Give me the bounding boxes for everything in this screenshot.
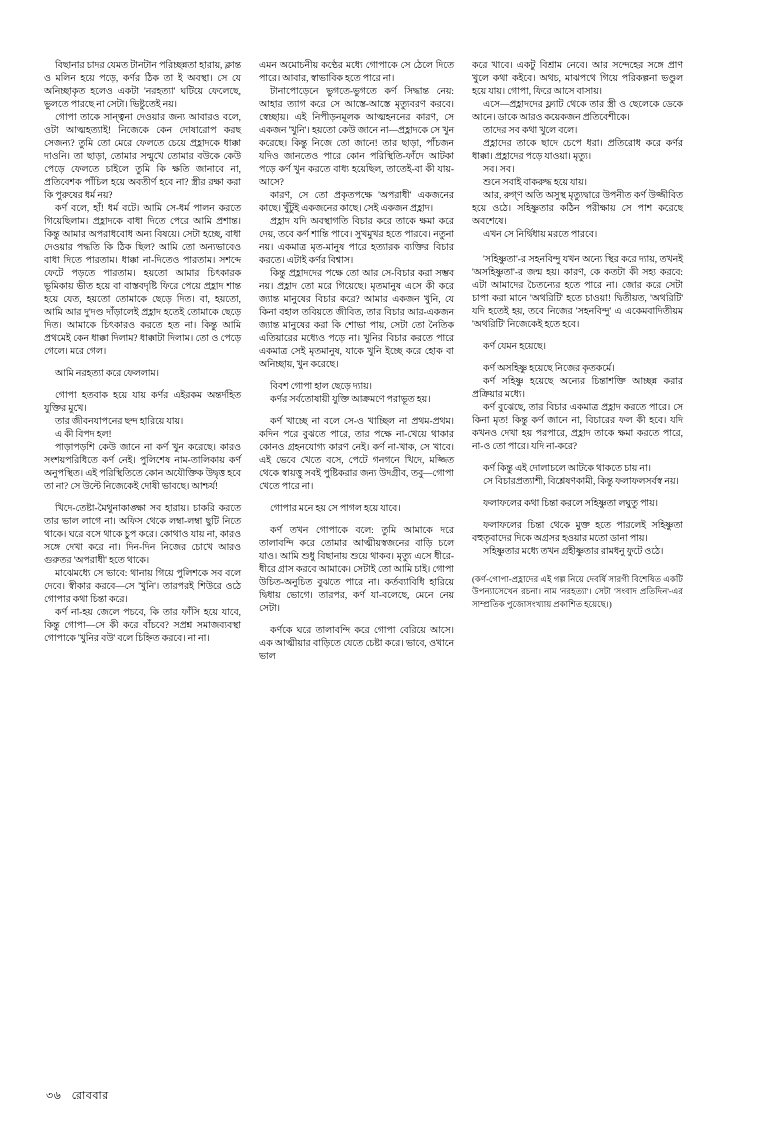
paragraph: গোপা তাকে সান্ত্বনা দেওয়ার জন্য আবারও বলে, ওটা আত্মহত্যাই! নিজেকে কেন দোষারোপ করছ সেজন্য? তুমি তো মেরে ফেলতে চেয়ে প্রহ্লাদকে ধাক্কা দাওনি। তা ছাড়া, তোমার সন্মুখে তোমার বউকে কেউ পেড়ে ফেলতে চাইলে তুমি কি ক্ষতি জানাবে না, প্রতিবেশক পাঁচিল হয়ে অবতীর্ণ হবে না? স্ত্রীর রক্ষা করা কি পুরুষের ধর্ম নয়?	[44, 113, 241, 201]
paragraph: করে খাবে। একটু বিশ্রাম নেবে। আর সন্দেহের সঙ্গে প্রাণ খুলে কথা কইবে। অথচ, মাঝপথে গিয়ে পরিকল্পনা ভণ্ডুল হয়ে যায়। গোপা, ফিরে আসে বাসায়।	[472, 61, 683, 97]
paragraph: কর্ণ তখন গোপাকে বলে: তুমি আমাকে দরে তালাবন্দি করে তোমার আত্মীয়স্বজনের বাড়ি চলে যাও। আমি শুধু বিছানায় শুয়ে থাকব। মৃত্যু এসে ধীরে-ধীরে গ্রাস করবে আমাকে। সেটাই তো আমি চাই। গোপা উচিত-অনুচিত বুঝতে পারে না। কর্তব্যাবিধি হারিয়ে দ্বিধায় ভোগে। তারপর, কর্ণ যা-বলেছে, মেনে নেয় সেটা।	[259, 526, 454, 614]
paragraph: বিছানার চাদর যেমত টানটান পরিচ্ছন্নতা হারায়, ক্লান্ত ও মলিন হয়ে পড়ে, কর্ণর ঠিক তা ই অবস্থা। সে যে অনিচ্ছাকৃত হলেও একটা 'নরহত্যা' ঘটিয়ে ফেলেছে, ভুলতে পারছে না সেটা। ভিষ্টুতেই নয়।	[44, 61, 241, 110]
paragraph: এমন অমোচনীয় কণ্ঠের মধ্যে গোপাকে সে ঠেলে দিতে পারে। আবার, স্বাভাবিক হতে পারে না।	[259, 61, 454, 84]
paragraph: এ কী বিপদ হল!	[55, 430, 112, 440]
paragraph: তার জীবনযাপনের ছন্দ হারিয়ে যায়।	[55, 417, 184, 427]
paragraph: গোপা হতবাক হয়ে যায় কর্ণর এইরকম অন্তর্দহিত যুক্তির মুখে।	[44, 391, 241, 414]
paragraph: পাড়াপড়শি কেউ জানে না কর্ণ খুন করেছে। কারও সংশয়পরিধিতে কর্ণ নেই। পুলিশেষ নাম-তালিকায় কর্ণ অনুপস্থিত। এই পরিস্থিতিতে কোন অযৌক্তিক উদ্বৃত্ত হবে তা না? সে উল্টে নিজেকেই দোষী ভাবছে। আশ্চর্য!	[44, 443, 241, 492]
article-columns	[44, 60, 730, 1060]
paragraph: বিবশ গোপা হাল ছেড়ে দ্যায়।	[270, 382, 372, 392]
paragraph: ফলাফলের কথা চিন্তা করলে সহিষ্ণুতা লঘুতু পায়।	[483, 499, 658, 509]
paragraph: সব। সব।	[483, 165, 515, 175]
paragraph: সে বিচারপ্রত্যাশী, বিশ্লেষণকামী, কিন্তু ফলাফলসর্বস্ব নয়।	[483, 477, 679, 487]
paragraph: আমি নরহত্যা করে ফেললাম।	[55, 369, 159, 379]
paragraph: ফলাফলের চিন্তা থেকে মুক্ত হতে পারলেই সহিষ্ণুতা বহুতৃবাদের দিকে অগ্রসর হওয়ার মতো ডানা পায়।	[472, 521, 683, 544]
paragraph: প্রহ্লাদের তাকে ছাদে চেপে ধরা। প্রতিরোধ করে কর্ণর ধাক্কা। প্রহ্লাদের পড়ে যাওয়া। মৃত্যু।	[472, 139, 683, 162]
paragraph: কারণ, সে তো প্রকৃতপক্ষে 'অপরাধী' একজনের কাছে। খুঁটুই একজনের কাছে। সেই একজন প্রহ্লাদ।	[259, 191, 454, 214]
paragraph: কর্ণকে ঘরে তালাবন্দি করে গোপা বেরিয়ে আসে। এক আত্মীয়ার বাড়িতে যেতে চেষ্টা করে। ভাবে, ওখানে ভাল	[259, 626, 454, 662]
paragraph: গোপার মনে হয় সে পাগল হয়ে যাবে।	[270, 504, 401, 514]
paragraph: কর্ণ বুঝেছে, তার বিচার একমাত্র প্রহ্লাদ করতে পারে। সে কিনা মৃত! কিন্তু কর্ণ জানে না, বিচারের ফল কী হবে। যদি কখনও দেখা হয় পরপারে, প্রহ্লাদ তাকে ক্ষমা করতে পারে, না-ও তো পারে। যদি না-করে?	[472, 403, 683, 452]
paragraph: শুনে সবাই বাকরুদ্ধ হয়ে যায়।	[483, 178, 587, 188]
paragraph: এসে—প্রহ্লাদদের ফ্ল্যাট থেকে তার স্ত্রী ও ছেলেকে ডেকে আনে। ডাকে আরও কয়েকজন প্রতিবেশীকে।	[472, 100, 683, 123]
paragraph: কর্ণ যেমন হয়েছে।	[483, 342, 547, 352]
text-column-1	[44, 60, 257, 1060]
paragraph: 'সহিষ্ণুতা'-র সহনবিন্দু যখন অন্যে স্থির করে দ্যায়, তখনই 'অসহিষ্ণুতা'-র জন্ম হয়। কারণ, কে কতটা কী সহ্য করবে: এটা আমাদের চৈতন্যের হতে পারে না। জোর করে সেটা চাপা করা মানে 'অথরিটি' হতে চাওয়া! দ্বিতীয়ত, 'অথরিটি' যদি হতেই হয়, তবে নিজের 'সহনবিন্দু' এ একেমবাদিতীয়ম 'অথরিটি' নিজেকেই হতে হবে।	[472, 255, 683, 330]
page-footer	[46, 1087, 109, 1106]
paragraph: মাঝেমধ্যে সে ভাবে: থানায় গিয়ে পুলিশকে সব বলে দেবে। স্বীকার করবে—সে 'খুনি'। তারপরই শিউরে ওঠে গোপার কথা চিন্তা করে।	[44, 569, 241, 605]
text-column-3	[470, 60, 683, 1060]
paragraph: কর্ণ অসহিষ্ণু হয়েছে নিজের কৃতকর্মে।	[483, 364, 615, 374]
paragraph: আর, রুগ্ণ অতি অসুস্থ মৃত্যুদ্বারে উপনীত কর্ণ উজ্জীবিত হয়ে ওঠে। সহিষ্ণুতার কঠিন পরীক্ষায় সে পাশ করেছে অবশেষে।	[472, 191, 683, 227]
paragraph: এখন সে নির্দ্বিধায় মরতে পারবে।	[483, 230, 598, 240]
paragraph: কর্ণ সহিষ্ণু হয়েছে অন্যের চিন্তাশক্তি আচ্ছন্ন করার প্রক্রিয়ার মধ্যে।	[472, 377, 683, 400]
paragraph: তাদের সব কথা খুলে বলে।	[483, 126, 578, 136]
page-number: ৩৬	[46, 1090, 62, 1102]
paragraph: কর্ণ বলে, হাঁ! ধর্ম বটে। আমি সে-ধর্ম পালন করতে গিয়েছিলাম। প্রহ্লাদকে বাধা দিতে পেরে আমি প্রশান্ত। কিন্তু আমার অপরাধবোধ অন্য বিষয়ে। সেটা হচ্ছে, বাধা দেওয়ার পদ্ধতি কি ঠিক ছিল? আমি তো অন্যভাবেও বাধা দিতে পারতাম। ধাক্কা না-দিতেও পারতাম। সশব্দে ফেটে পড়তে পারতাম। হয়তো আমার চিৎকারক ভূমিকায় ভীত হয়ে বা বাস্তবদৃষ্টি ফিরে পেয়ে প্রহ্লাদ শান্ত হয়ে যেত, হয়তো তোমাকে ছেড়ে দিত। বা, হয়তো, আমি আর দু'দণ্ড দাঁড়ালেই প্রহ্লাদ হতেই তোমাকে ছেড়ে দিত। আমাকে চিৎকারও করতে হত না। কিন্তু আমি প্রথমেই কেন ধাক্কা দিলাম? ধাক্কাটা দিলাম। তো ও পেড়ে গেলে। মরে গেল।	[44, 204, 241, 357]
text-column-2	[257, 60, 470, 1060]
paragraph: কর্ণ না-হয় জেলে পচবে, কি তার ফাঁসি হয়ে যাবে, কিন্তু গোপা—সে কী করে বাঁচবে? সপ্রশ্ন সমাজব্যবস্থা গোপাকে 'খুনির বউ' বলে চিহ্নিত করবে। না না।	[44, 608, 241, 644]
paragraph: কর্ণ কিন্তু এই দোলাচলে আটকে থাকতে চায় না।	[483, 464, 651, 474]
paragraph: সহিষ্ণুতার মধ্যে তখন গ্রহীষ্ণুতার রামধনু ফুটে ওঠে।	[483, 547, 664, 557]
paragraph: কর্ণ খাচ্ছে না বলে সে-ও খাচ্ছিল না প্রথম-প্রথম। কদিন পরে বুঝতে পারে, তার পক্ষে না-খেয়ে থাকার কোনও গ্রহনযোগ্য কারণ নেই। কর্ণ না-খাক, সে খাবে। এই ভেবে খেতে বসে, পেটে গনগনে খিদে, মজ্জিত থেকে স্বায়ত্তু সবই পুষ্টিকরার জন্য উদগ্রীব, তবু—গোপা খেতে পারে না।	[259, 417, 454, 492]
paragraph: টানাপোড়েনে ভুগতে-ভুগতে কর্ণ সিদ্ধান্ত নেয়: আহার ত্যাগ করে সে আস্তে-আস্তে মৃত্যুবরণ করবে। স্বেচ্ছায়। এই নিপীড়নমূলক আত্মহননের কারণ, সে একজন 'খুনি'। হয়তো কেউ জানে না—প্রহ্লাদকে সে খুন করেছে। কিন্তু নিজে তো জানে! তার ছাড়া, পাঁচজন যদিও জানতেও পারে কোন পরিস্থিতি-ফাঁদে আটকা পড়ে কর্ণ খুন করতে বাধ্য হয়েছিল, তাতেই-বা কী যায়-আসে?	[259, 87, 454, 188]
publication-name: রোববার	[71, 1090, 109, 1102]
paragraph: কিন্তু প্রহ্লাদদের পক্ষে তো আর সে-বিচার করা সম্ভব নয়। প্রহ্লাদ তো মরে গিয়েছে। মৃতমানুষ এসে কী করে জ্যান্ত মানুষের বিচার করে? আমার একজন খুনি, যে কিনা বহাল তবিয়তে জীবিত, তার বিচার আর-একজন জ্যান্ত মানুষের করা কি শোভা পায়, সেটা তো নৈতিক এতিয়ারের মধ্যেও পড়ে না। খুনির বিচার করতে পারে একমাত্র সেই মৃতমানুষ, যাকে খুনি ইচ্ছে করে হোক বা অনিচ্ছায়, খুন করেছে।	[259, 269, 454, 370]
editorial-note: (কর্ণ-গোপা-প্রহ্লাদের এই গল্প নিয়ে দেবর্ষি সারগী বিশেষিত একটি উপন্যাসেখেন রচনা। নাম 'নরহত্যা'। সেটা 'সংবাদ প্রতিদিন'-এর সাম্প্রতিক পুজোসংখ্যায় প্রকাশিত হয়েছে।)	[472, 574, 683, 609]
paragraph: কর্ণর সর্বতোষায়ী যুক্তি আক্রমণে পরাভূত হয়।	[270, 395, 431, 405]
paragraph: প্রহ্লাদ যদি অবস্থাগতি বিচার করে তাকে ক্ষমা করে দেয়, তবে কর্ণ শান্তি পাবে। সুখমুখর হতে পারবে। নতুনা নয়। একমাত্র মৃত-মানুষ পারে হত্যারক ব্যক্তির বিচার করতে। এটাই কর্ণর বিশ্বাস।	[259, 217, 454, 266]
paragraph: খিদে-তেষ্টা-মৈথুনাকাঙ্ক্ষা সব হারায়। চাকরি করতে তার ভাল লাগে না। অফিস থেকে লম্বা-লম্বা ছুটি নিতে থাকে। ঘরে বসে থাকে চুপ করে। কোথাও যায় না, কারও সঙ্গে দেখা করে না। দিন-দিন নিজের চোখে আরও গুরুতর 'অপরাধী' হতে থাকে।	[44, 504, 241, 566]
